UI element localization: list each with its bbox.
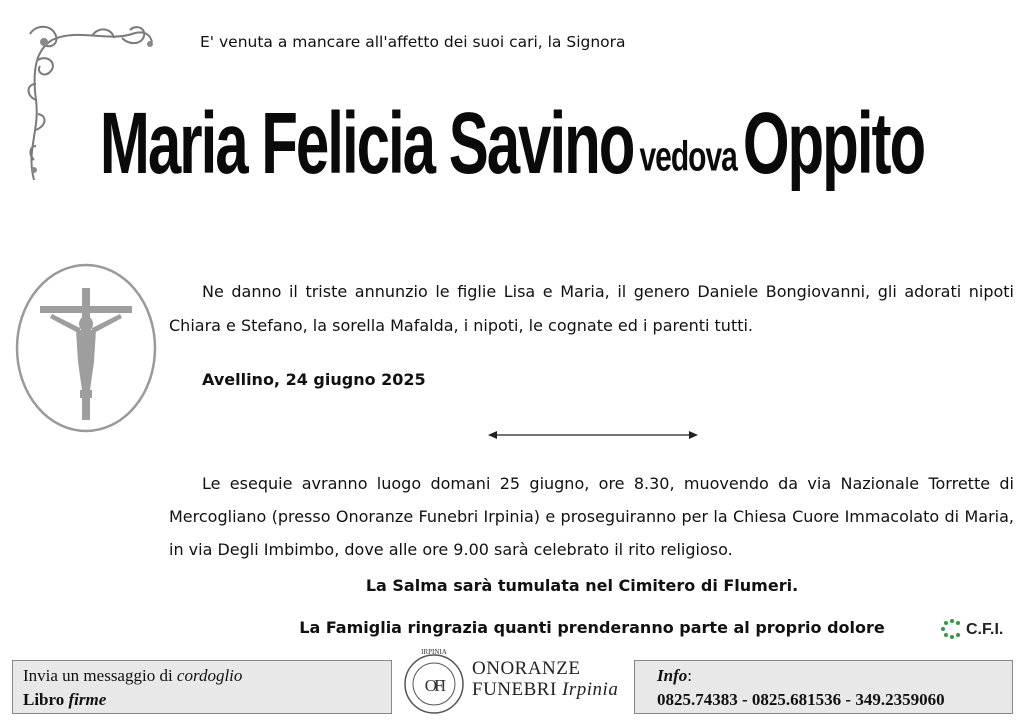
agency-seal-icon (402, 646, 466, 718)
thanks-text: La Famiglia ringrazia quanti prenderanno parte al proprio dolore (299, 618, 885, 637)
cfi-label: C.F.I. (966, 621, 1004, 638)
info-label: Info (657, 666, 688, 685)
agency-name: ONORANZE FUNEBRI Irpinia (472, 658, 619, 700)
announcement-paragraph: Ne danno il triste annunzio le figlie Lisa e Maria, il genero Daniele Bongiovanni, gli adorati nipoti Chiara e Stefano, la sorella Mafalda, i nipoti, le cognate ed i parenti tutti. (169, 282, 1014, 335)
funeral-paragraph: Le esequie avranno luogo domani 25 giugno, ore 8.30, muovendo da via Nazionale Torrette di Mercogliano (presso Onoranze Funebri Irpinia) e proseguiranno per la Chiesa Cuore Immacolato di Maria, in via Degli Imbimbo, dove alle ore 9.00 sarà celebrato il rito religioso. (169, 474, 1014, 559)
info-box: Info: 0825.74383 - 0825.681536 - 349.2359060 (634, 660, 1013, 714)
deceased-name (0, 94, 1024, 192)
guestbook-link[interactable]: Libro firme (23, 690, 107, 709)
phone-numbers: 0825.74383 - 0825.681536 - 349.2359060 (657, 690, 945, 709)
condolence-box[interactable] (12, 660, 392, 714)
crucifix-icon (14, 262, 158, 434)
logo-top-text: IRPINIA (421, 648, 447, 656)
name-last: Oppito (742, 94, 925, 192)
name-first: Maria Felicia Savino (99, 94, 634, 192)
intro-text: E' venuta a mancare all'affetto dei suoi cari, la Signora (200, 33, 626, 51)
cfi-logo-icon (938, 618, 968, 642)
double-arrow-divider (488, 428, 698, 442)
logo-letters: OFI (424, 676, 444, 695)
place-date: Avellino, 24 giugno 2025 (202, 370, 426, 389)
name-connector: vedova (639, 134, 737, 181)
condolence-link[interactable]: Invia un messaggio di cordoglio (23, 666, 243, 685)
burial-text: La Salma sarà tumulata nel Cimitero di Flumeri. (365, 576, 799, 595)
